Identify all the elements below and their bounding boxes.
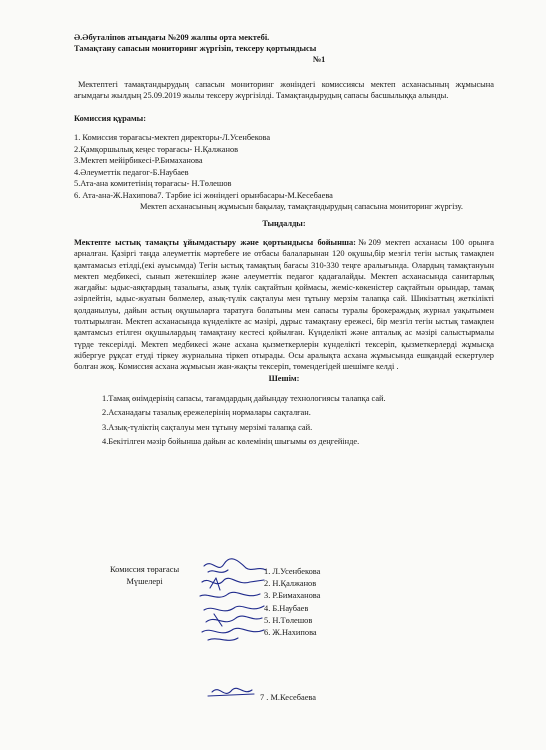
decision-list xyxy=(74,392,494,450)
heard-heading: Тыңдалды: xyxy=(262,219,306,228)
signature-name: 4. Б.Наубаев xyxy=(264,603,309,613)
decision-item: 4.Бекітілген мәзір бойынша дайын ас көлемінің шығымы өз деңгейінде. xyxy=(102,437,360,447)
signature-roles xyxy=(110,564,179,588)
document-title: Тамақтану сапасын мониторинг жүргізіп, тексеру қортындысы xyxy=(74,44,317,53)
commission-member: 4.Әлеуметтік педагог-Б.Наубаев xyxy=(74,167,189,177)
signature-name: 2. Н.Қалжанов xyxy=(264,579,317,589)
signature-block xyxy=(74,556,494,716)
decision-heading: Шешім: xyxy=(268,373,300,383)
signature-name: 3. Р.Бимаханова xyxy=(264,591,321,601)
school-name: Ә.Әбуталіпов атындағы №209 жалпы орта мектебі. xyxy=(74,33,270,42)
intro-paragraph: Мектептегі тамақтандырудың сапасын мониторинг жөніндегі комиссиясы мектеп асханасының жұмысына ағымдағы жылдың 25.09.2019 жылы тексеру жүргізілді. Тамақтандырудың сапасы басшылыққа алынды. xyxy=(74,80,494,100)
commission-heading: Комиссия құрамы: xyxy=(74,114,146,123)
signature-names xyxy=(264,566,320,639)
heard-body: №209 мектеп асханасы 100 орынға арналған. Қазіргі таңда әлеуметтік мәртебеге ие отбасы балаларынан 120 оқушы,бір мезгіл тегін ыстық тамақпен қамтамасыз етілді,(екі ауысымда) Тегін ыстық тамақтың бағасы 310-330 теңге аралығында. Олардың тамақтануын мектеп медбикесі, сынып жетекшілер және әлеуметтік педагог қадағалайды. Мектеп асханасында санитарлық жағдайы: ыдыс-аяқтардың тазалығы, азық түлік сақтайтын қоймасы, жеміс-көкеністер сақтайтын орындар, тамақ әзірлейтін, ыдыс-жуатын бөлмелер, азық-түлік сақталуы мен тұтыну мерзім талапқа сай. Шикізаттың жеткілікті қолданылуы, дайын астың оқушыларға таратуға болатыны мен сапасы туралы брокераждық журнал уақытымен толтырылған. Мектеп асханасында күнделікте ас мәзірі, дұрыс тамақтану ережесі, бір мезгіл тегін ыстық тамақпен қамтамсыз етілген оқушылардың тамақтану кестесі қойылған. Күнделікті және апталық ас мәзірі салыстырмалы түрде тексерілді. Мектеп медбикесі және асхана қызметкерлерін күнделікті тексеріп, қызметкерлерді жұмысқа жібергуе рұқсат етуді тіркеу журналына тіркеп отырады. Осы аралықта асхана жұмысында ешқандай ескертулер болған жоқ. Комиссия асхана жұмысын жан-жақты тексеріп, төмендегідей шешімге келді . xyxy=(74,238,494,372)
chair-label: Комиссия төрағасы xyxy=(110,565,180,574)
members-label: Мүшелері xyxy=(126,577,163,586)
decision-item: 3.Азық-түліктің сақталуы мен тұтыну мерзімі талапқа сай. xyxy=(102,422,313,432)
commission-purpose: Мектеп асханасының жұмысын бақылау, тамақтандырудың сапасына мониторинг жүргізу. xyxy=(140,202,463,211)
signature-name: 6. Ж.Нахипова xyxy=(264,627,317,637)
signature-name-last: 7 . М.Кесебаева xyxy=(260,693,316,702)
commission-member: 2.Қамқоршылық кеңес төрағасы- Н.Қалжанов xyxy=(74,144,239,154)
decision-item: 2.Асханадағы тазалық ережелерінің нормалары сақталған. xyxy=(102,408,311,418)
commission-members xyxy=(74,132,494,201)
signature-name: 5. Н.Төлешов xyxy=(264,615,313,625)
signature-name: 1. Л.Усенбекова xyxy=(264,567,321,576)
commission-member: 3.Мектеп мейірбикесі-Р.Бимаханова xyxy=(74,156,203,165)
heard-paragraph xyxy=(74,237,494,373)
decision-item: 1.Тамақ өнімдерінің сапасы, тағамдардың дайындау технологиясы талапқа сай. xyxy=(102,393,386,403)
heard-lead: Мектепте ыстық тамақты ұйымдастыру және қортындысы бойынша: xyxy=(74,238,356,247)
commission-member: 6. Ата-ана-Ж.Нахипова7. Тәрбие ісі жөніндегі орынбасары-М.Кесебаева xyxy=(74,190,333,200)
commission-member: 1. Комиссия төрағасы-мектеп директоры-Л.Усенбекова xyxy=(74,133,271,142)
commission-member: 5.Ата-ана комитетінің төрағасы- Н.Төлешов xyxy=(74,179,232,188)
document-number: №1 xyxy=(312,55,326,64)
